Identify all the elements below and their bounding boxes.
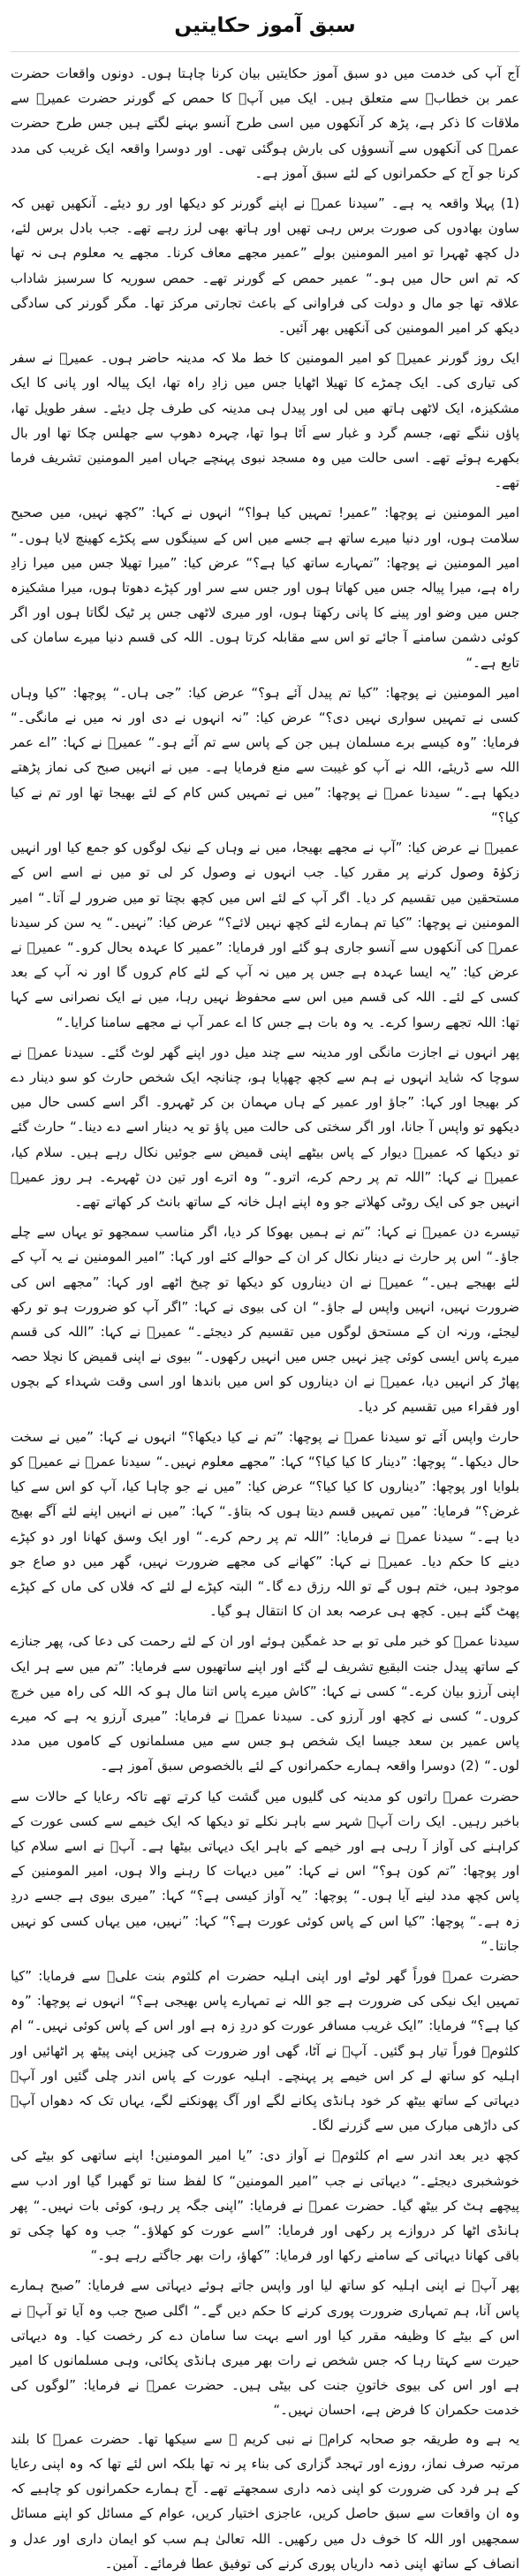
article-title: سبق آموز حکایتیں [174,14,356,37]
story-one-paragraph-9: سیدنا عمرؓ کو خبر ملی تو بے حد غمگین ہوئے اور ان کے لئے رحمت کی دعا کی، پھر جنازے کے ساتھ پیدل جنت البقیع تشریف لے گئے اور اپنے ساتھیوں سے فرمایا: ”تم میں سے ہر ایک اپنی آرزو بیان کرے۔“ کسی نے کہا: ”کاش میرے پاس اتنا مال ہو کہ اللہ کی راہ میں خرچ کروں۔“ کسی نے کچھ اور آرزو کی۔ سیدنا عمرؓ نے فرمایا: ”میری آرزو یہ ہے کہ میرے پاس عمیر بن سعد جیسا ایک شخص ہو جس سے میں مسلمانوں کے کاموں میں مدد لوں۔“ (2) دوسرا واقعہ ہمارے حکمرانوں کے لئے بالخصوص سبق آموز ہے۔ [11,1633,519,1774]
article-header [11,0,519,52]
story-one-paragraph-6: پھر انہوں نے اجازت مانگی اور مدینہ سے چند میل دور اپنے گھر لوٹ گئے۔ سیدنا عمرؓ نے سوچا کہ شاید انہوں نے ہم سے کچھ چھپایا ہو، چنانچہ ایک شخص حارث کو سو دینار دے کر بھیجا اور کہا: ”جاؤ اور عمیر کے ہاں مہمان بن کر ٹھہرو۔ اگر اسے کسی حال میں دیکھو تو واپس آ جانا، اور اگر سختی کی حالت میں پاؤ تو یہ دینار اسے دے دینا۔“ حارث گئے تو دیکھا کہ عمیرؓ دیوار کے پاس بیٹھے اپنی قمیض سے جوئیں نکال رہے ہیں۔ سلام کیا، عمیرؓ نے کہا: ”اللہ تم پر رحم کرے، اترو۔“ وہ اترے اور تین دن ٹھہرے۔ ہر روز عمیرؓ انہیں جو کی ایک روٹی کھلاتے جو وہ اپنے اہل خانہ کے ساتھ بانٹ کر کھاتے تھے۔ [11,1044,519,1210]
conclusion-paragraph: یہ ہے وہ طریقہ جو صحابہ کرامؓ نے نبی کریم ﷺ سے سیکھا تھا۔ حضرت عمرؓ کا بلند مرتبہ صرف نماز، روزے اور تہجد گزاری کی بناء پر نہ تھا بلکہ اس لئے تھا کہ وہ اپنی رعایا کے ہر فرد کی ضرورت کو اپنی ذمہ داری سمجھتے تھے۔ آج ہمارے حکمرانوں کو چاہیے کہ وہ ان واقعات سے سبق حاصل کریں، عاجزی اختیار کریں، عوام کے مسائل کو اپنے مسائل سمجھیں اور اللہ کا خوف دل میں رکھیں۔ اللہ تعالیٰ ہم سب کو ایمان داری اور عدل و انصاف کے ساتھ اپنی ذمہ داریاں پوری کرنے کی توفیق عطا فرمائے۔ آمین۔ [11,2430,519,2572]
story-two-paragraph-2: حضرت عمرؓ فوراً گھر لوٹے اور اپنی اہلیہ حضرت ام کلثوم بنت علیؓ سے فرمایا: ”کیا تمہیں ایک نیکی کی ضرورت ہے جو اللہ نے تمہارے پاس بھیجی ہے؟“ انہوں نے پوچھا: ”وہ کیا ہے؟“ فرمایا: ”ایک غریب مسافر عورت کو دردِ زہ ہے اور اس کے پاس کوئی نہیں۔“ ام کلثومؓ فوراً تیار ہو گئیں۔ آپؓ نے آٹا، گھی اور ضرورت کی چیزیں اپنی پیٹھ پر اٹھائیں اور اہلیہ کو ساتھ لے کر اس خیمے پر پہنچے۔ اہلیہ عورت کے پاس اندر چلی گئیں اور آپؓ دیہاتی کے ساتھ بیٹھ کر خود ہانڈی پکانے لگے اور آگ پھونکنے لگے، یہاں تک کہ دھواں آپؓ کی داڑھی مبارک میں سے گزرنے لگا۔ [11,1968,519,2134]
story-one-paragraph-7: تیسرے دن عمیرؓ نے کہا: ”تم نے ہمیں بھوکا کر دیا، اگر مناسب سمجھو تو یہاں سے چلے جاؤ۔“ اس پر حارث نے دینار نکال کر ان کے حوالے کئے اور کہا: ”امیر المومنین نے یہ آپ کے لئے بھیجے ہیں۔“ عمیرؓ نے ان دیناروں کو دیکھا تو چیخ اٹھے اور کہا: ”مجھے اس کی ضرورت نہیں، انہیں واپس لے جاؤ۔“ ان کی بیوی نے کہا: ”اگر آپ کو ضرورت ہو تو رکھ لیجئے، ورنہ ان کے مستحق لوگوں میں تقسیم کر دیجئے۔“ عمیرؓ نے کہا: ”اللہ کی قسم میرے پاس ایسی کوئی چیز نہیں جس میں انہیں رکھوں۔“ بیوی نے اپنی قمیض کا نچلا حصہ پھاڑ کر انہیں دیا، عمیرؓ نے ان دیناروں کو اس میں باندھا اور اسی وقت شہداء کے بچوں اور فقراء میں تقسیم کر دیا۔ [11,1224,519,1415]
story-two-paragraph-1: حضرت عمرؓ راتوں کو مدینہ کی گلیوں میں گشت کیا کرتے تھے تاکہ رعایا کے حالات سے باخبر رہیں۔ ایک رات آپؓ شہر سے باہر نکلے تو دیکھا کہ ایک خیمے سے کسی عورت کے کراہنے کی آواز آ رہی ہے اور خیمے کے باہر ایک دیہاتی بیٹھا ہے۔ آپؓ نے اسے سلام کیا اور پوچھا: ”تم کون ہو؟“ اس نے کہا: ”میں دیہات کا رہنے والا ہوں، امیر المومنین کے پاس کچھ مدد لینے آیا ہوں۔“ پوچھا: ”یہ آواز کیسی ہے؟“ کہا: ”میری بیوی ہے جسے دردِ زہ ہے۔“ پوچھا: ”کیا اس کے پاس کوئی عورت ہے؟“ کہا: ”نہیں، میں یہاں کسی کو نہیں جانتا۔“ [11,1788,519,1954]
story-one-paragraph-8: حارث واپس آئے تو سیدنا عمرؓ نے پوچھا: ”تم نے کیا دیکھا؟“ انہوں نے کہا: ”میں نے سخت حال دیکھا۔“ پوچھا: ”دینار کا کیا کیا؟“ کہا: ”مجھے معلوم نہیں۔“ سیدنا عمرؓ نے عمیرؓ کو بلوایا اور پوچھا: ”دیناروں کا کیا کیا؟“ عرض کیا: ”میں نے جو چاہا کیا، آپ کو اس سے کیا غرض؟“ فرمایا: ”میں تمہیں قسم دیتا ہوں کہ بتاؤ۔“ کہا: ”میں نے انہیں اپنے لئے آگے بھیج دیا ہے۔“ سیدنا عمرؓ نے فرمایا: ”اللہ تم پر رحم کرے۔“ اور ایک وسق کھانا اور دو کپڑے دینے کا حکم دیا۔ عمیرؓ نے کہا: ”کھانے کی مجھے ضرورت نہیں، گھر میں دو صاع جو موجود ہیں، ختم ہوں گے تو اللہ رزق دے گا۔“ البتہ کپڑے لے لئے کہ فلاں کی ماں کے کپڑے پھٹ گئے ہیں۔ کچھ ہی عرصہ بعد ان کا انتقال ہو گیا۔ [11,1428,519,1620]
story-one-paragraph-3: امیر المومنین نے پوچھا: ”عمیر! تمہیں کیا ہوا؟“ انہوں نے کہا: ”کچھ نہیں، میں صحیح سلامت ہوں، اور دنیا میرے ساتھ ہے جسے میں اس کے سینگوں سے پکڑے کھینچ لایا ہوں۔“ امیر المومنین نے پوچھا: ”تمہارے ساتھ کیا ہے؟“ عرض کیا: ”میرا تھیلا جس میں میرا زادِ راہ ہے، میرا پیالہ جس میں کھاتا ہوں اور جس سے سر اور کپڑے دھوتا ہوں، میرا مشکیزہ جس میں وضو اور پینے کا پانی رکھتا ہوں، اور میری لاٹھی جس پر ٹیک لگاتا ہوں اور اگر کوئی دشمن سامنے آ جائے تو اس سے مقابلہ کرتا ہوں۔ اللہ کی قسم دنیا میرے سامان کی تابع ہے۔“ [11,505,519,671]
story-one-paragraph-4: امیر المومنین نے پوچھا: ”کیا تم پیدل آئے ہو؟“ عرض کیا: ”جی ہاں۔“ پوچھا: ”کیا وہاں کسی نے تمہیں سواری نہیں دی؟“ عرض کیا: ”نہ انہوں نے دی اور نہ میں نے مانگی۔“ فرمایا: ”وہ کیسے برے مسلمان ہیں جن کے پاس سے تم آئے ہو۔“ عمیرؓ نے کہا: ”اے عمر اللہ سے ڈریئے، اللہ نے آپ کو غیبت سے منع فرمایا ہے۔ میں نے انہیں صبح کی نماز پڑھتے دیکھا ہے۔“ سیدنا عمرؓ نے پوچھا: ”میں نے تمہیں کس کام کے لئے بھیجا تھا اور تم نے کیا کیا؟“ [11,684,519,825]
story-one-paragraph-5: عمیرؓ نے عرض کیا: ”آپ نے مجھے بھیجا، میں نے وہاں کے نیک لوگوں کو جمع کیا اور انہیں زکوٰۃ وصول کرنے پر مقرر کیا۔ جب انہوں نے وصول کر لی تو میں نے اسے اس کے مستحقین میں تقسیم کر دیا۔ اگر آپ کے لئے اس میں کچھ بچتا تو میں ضرور لے آتا۔“ امیر المومنین نے پوچھا: ”کیا تم ہمارے لئے کچھ نہیں لائے؟“ عرض کیا: ”نہیں۔“ یہ سن کر سیدنا عمرؓ کی آنکھوں سے آنسو جاری ہو گئے اور فرمایا: ”عمیر کا عہدہ بحال کرو۔“ عمیرؓ نے عرض کیا: ”یہ ایسا عہدہ ہے جس پر میں نہ آپ کے لئے کام کروں گا اور نہ آپ کے بعد کسی کے لئے۔ اللہ کی قسم میں اس سے محفوظ نہیں رہا، میں نے ایک نصرانی سے کہا تھا: اللہ تجھے رسوا کرے۔ یہ وہ بات ہے جس کا اے عمر آپ نے مجھے سامنا کرایا۔“ [10,840,519,1030]
article-body [11,52,519,2576]
story-two-paragraph-3: کچھ دیر بعد اندر سے ام کلثومؓ نے آواز دی: ”یا امیر المومنین! اپنے ساتھی کو بیٹے کی خوشخبری دیجئے۔“ دیہاتی نے جب ”امیر المومنین“ کا لفظ سنا تو گھبرا گیا اور ادب سے پیچھے ہٹ کر بیٹھ گیا۔ حضرت عمرؓ نے فرمایا: ”اپنی جگہ پر رہو، کوئی بات نہیں۔“ پھر ہانڈی اٹھا کر دروازے پر رکھی اور فرمایا: ”اسے عورت کو کھلاؤ۔“ جب وہ کھا چکی تو باقی کھانا دیہاتی کے سامنے رکھا اور فرمایا: ”کھاؤ، رات بھر جاگتے رہے ہو۔“ [11,2147,519,2264]
story-one-paragraph-2: ایک روز گورنر عمیرؓ کو امیر المومنین کا خط ملا کہ مدینہ حاضر ہوں۔ عمیرؓ نے سفر کی تیاری کی۔ ایک چمڑے کا تھیلا اٹھایا جس میں زادِ راہ تھا، ایک پیالہ اور پانی کا ایک مشکیزہ، ایک لاٹھی ہاتھ میں لی اور پیدل ہی مدینہ کی طرف چل دیئے۔ سفر طویل تھا، پاؤں ننگے تھے، جسم گرد و غبار سے اَٹا ہوا تھا، چہرہ دھوپ سے جھلس چکا تھا اور بال بکھرے ہوئے تھے۔ اسی حالت میں وہ مسجد نبوی پہنچے جہاں امیر المومنین تشریف فرما تھے۔ [11,350,519,491]
intro-paragraph: آج آپ کی خدمت میں دو سبق آموز حکایتیں بیان کرنا چاہتا ہوں۔ دونوں واقعات حضرت عمر بن خطابؓ سے متعلق ہیں۔ ایک میں آپؓ کا حمص کے گورنر حضرت عمیرؓ سے ملاقات کا ذکر ہے، پڑھ کر آنکھوں میں اسی طرح آنسو بہنے لگتے ہیں جس طرح حضرت عمرؓ کی آنکھوں سے آنسوؤں کی بارش ہوگئی تھی۔ اور دوسرا واقعہ ایک غریب کی مدد کرنا جو آج کے حکمرانوں کے لئے سبق آموز ہے۔ [11,65,519,181]
story-one-paragraph-1: (1) پہلا واقعہ یہ ہے۔ ”سیدنا عمرؓ نے اپنے گورنر کو دیکھا اور رو دیئے۔ آنکھیں تھیں کہ ساون بھادوں کی صورت برس رہی تھیں اور ہاتھ بھی لرز رہے تھے۔ جب بادل برس لئے، دل کچھ ٹھہرا تو امیر المومنین بولے ”عمیر مجھے معاف کرنا۔ مجھے یہ معلوم ہی نہ تھا کہ تم اس حال میں ہو۔“ عمیر حمص کے گورنر تھے۔ حمص سوریہ کا سرسبز شاداب علاقہ تھا جو مال و دولت کی فراوانی کے باعث تجارتی مرکز تھا۔ مگر گورنر کی سادگی دیکھ کر امیر المومنین کی آنکھیں بھر آئیں۔ [11,195,519,337]
story-two-paragraph-4: پھر آپؓ نے اپنی اہلیہ کو ساتھ لیا اور واپس جاتے ہوئے دیہاتی سے فرمایا: ”صبح ہمارے پاس آنا، ہم تمہاری ضرورت پوری کرنے کا حکم دیں گے۔“ اگلی صبح جب وہ آیا تو آپؓ نے اس کے بیٹے کا وظیفہ مقرر کیا اور اسے بہت سا سامان دے کر رخصت کیا۔ وہ دیہاتی حیرت سے کہتا رہا کہ جس شخص نے رات بھر میری ہانڈی پکائی، وہی مسلمانوں کا امیر ہے اور اس کی بیوی خاتونِ جنت کی بیٹی ہیں۔ حضرت عمرؓ نے فرمایا: ”لوگوں کی خدمت حکمران کا فرض ہے، احسان نہیں۔“ [11,2277,519,2419]
